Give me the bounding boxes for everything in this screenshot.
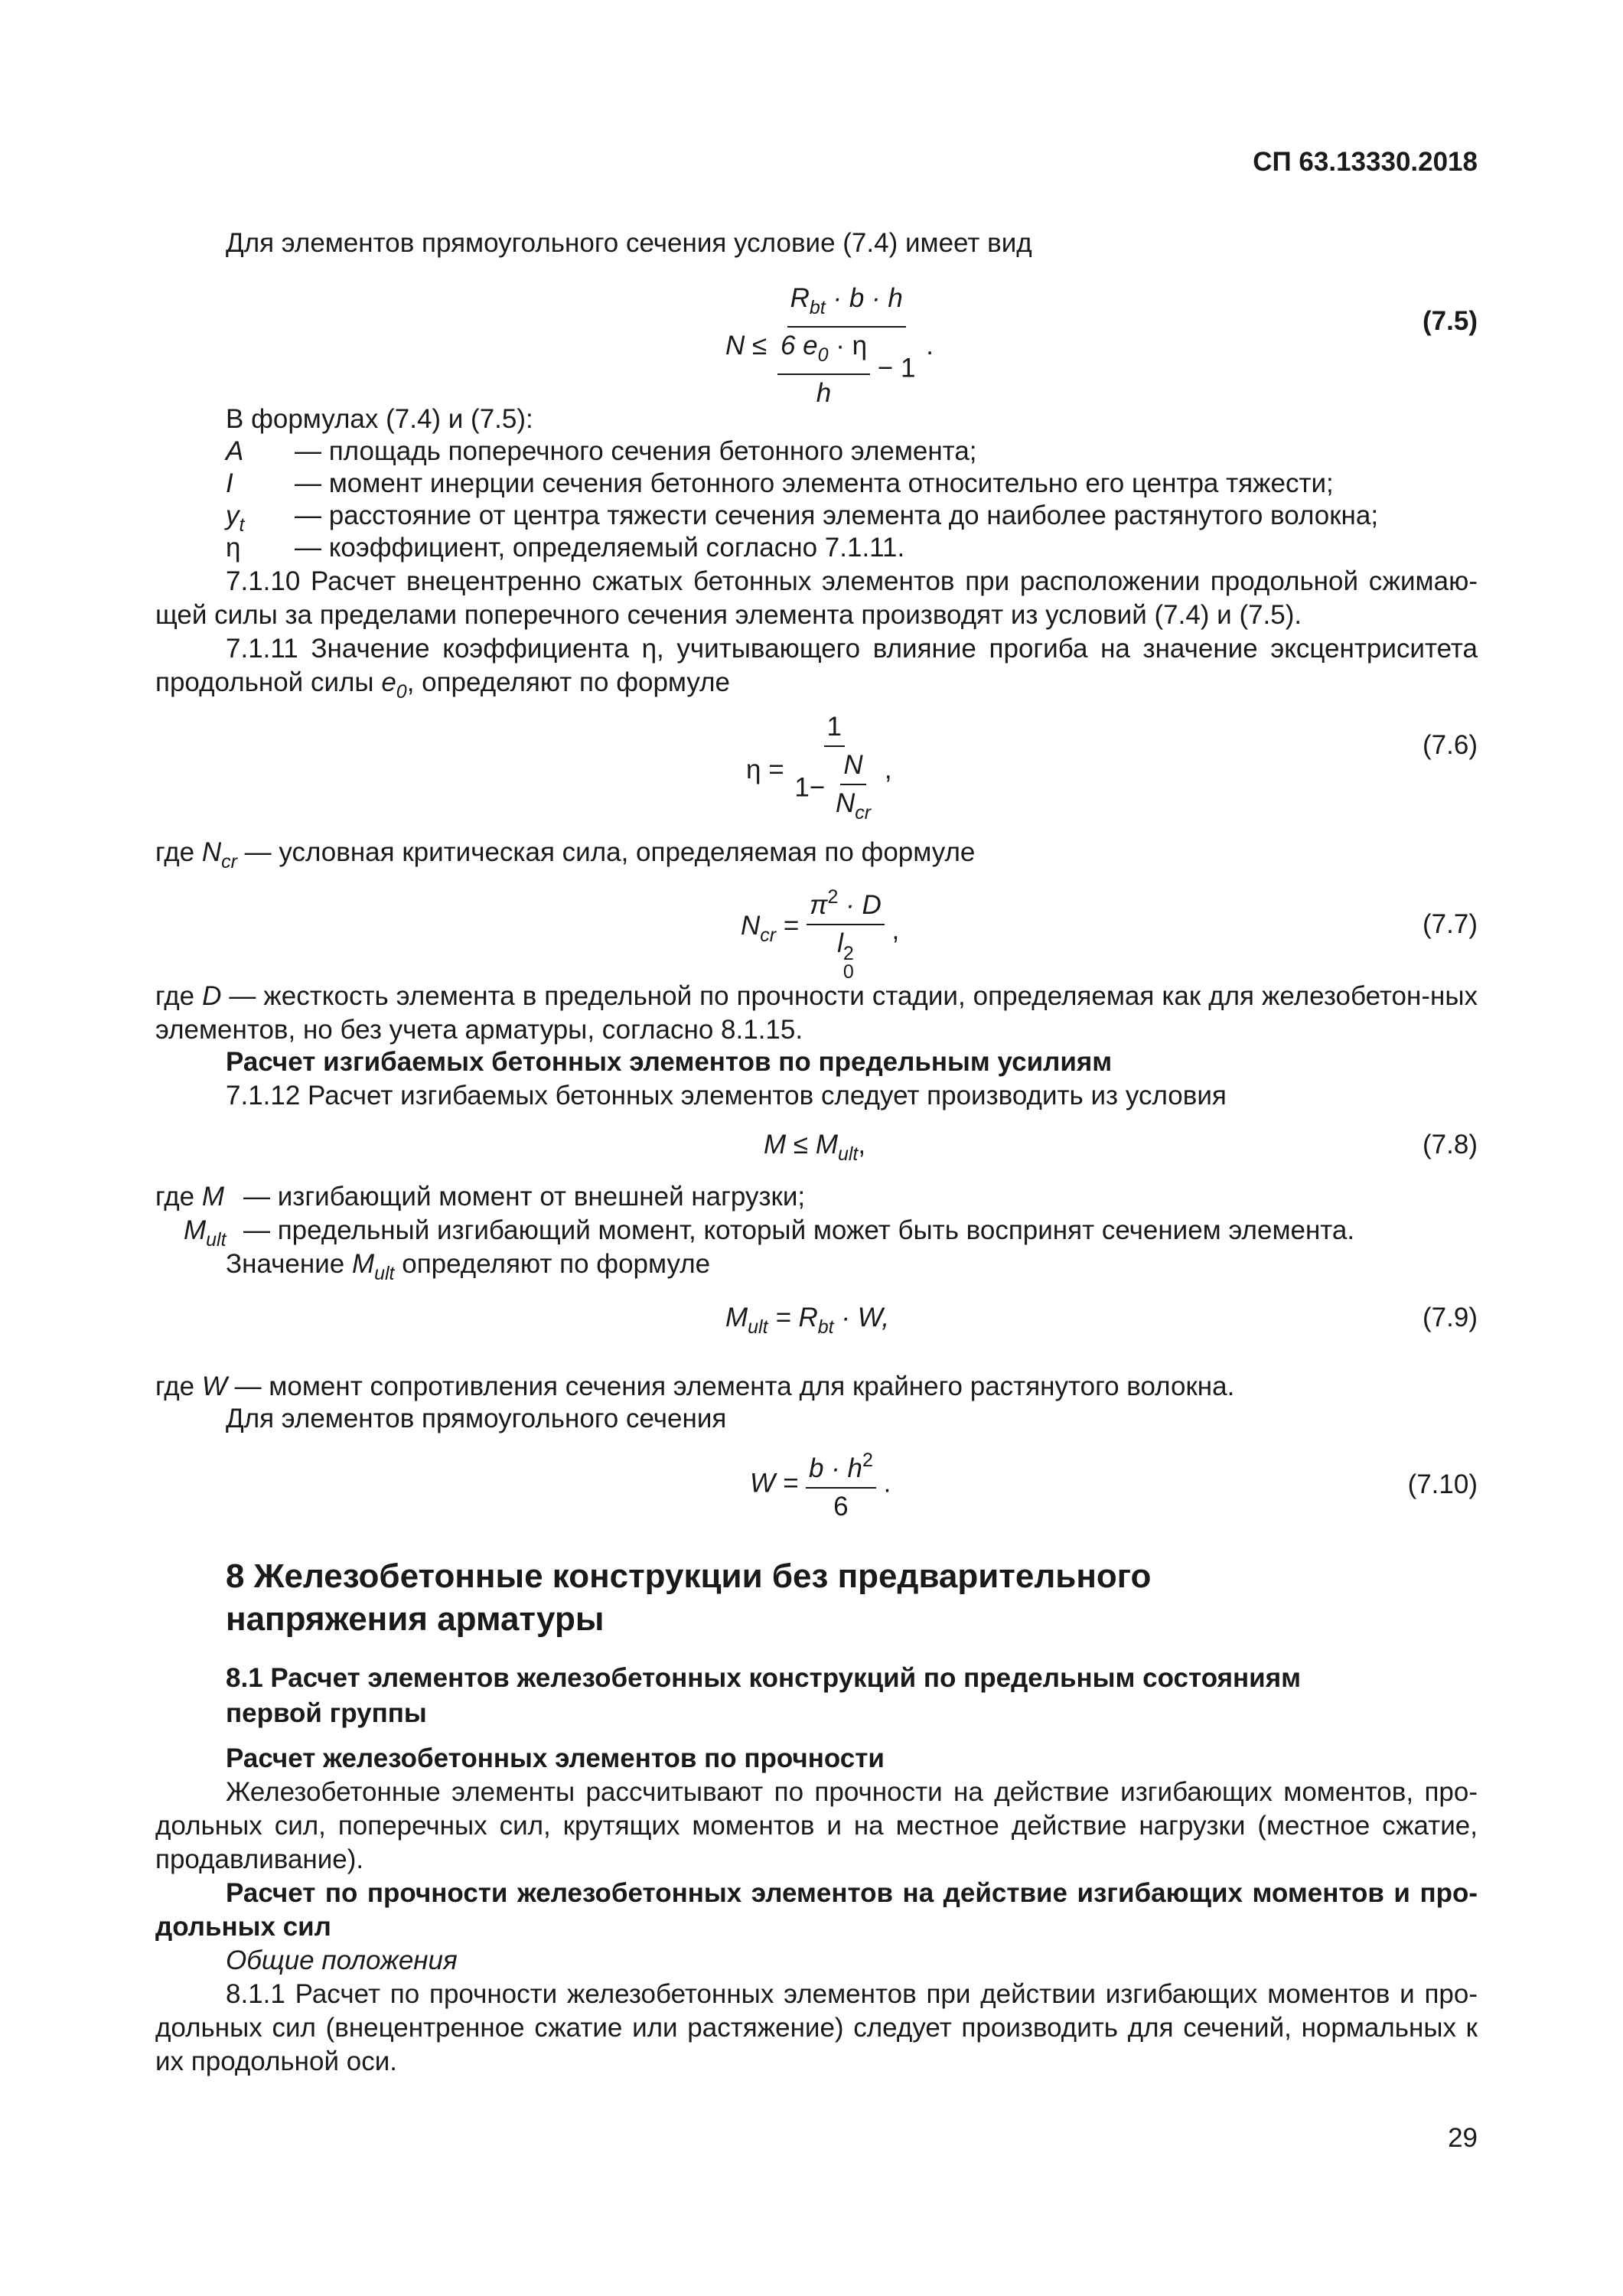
eq76-fraction: 1 1− $\frac{N}{N_{cr}}$	[794, 712, 872, 823]
paragraph-in-formulas: В формулах (7.4) и (7.5):	[226, 404, 533, 434]
equation-number-7-9: (7.9)	[1423, 1303, 1478, 1332]
heading-bending-elements: Расчет изгибаемых бетонных элементов по предельным усилиям	[226, 1047, 1113, 1077]
document-code-header: СП 63.13330.2018	[1253, 147, 1478, 177]
def-item: $y_t$	[226, 501, 245, 536]
def-item: I	[226, 468, 233, 498]
heading-strength: Расчет железобетонных элементов по прочности	[226, 1743, 885, 1773]
def-m: где M	[155, 1182, 224, 1212]
paragraph-w-definition: где W — момент сопротивления сечения элемента для крайнего растянутого волокна.	[155, 1371, 1235, 1401]
paragraph-7-1-10: 7.1.10 Расчет внецентренно сжатых бетонных элементов при расположении продольной сжимаю-щей силы за пределами поперечного сечения элемента производят из условий (7.4) и (7.5).	[155, 566, 1478, 630]
paragraph-strength: Железобетонные элементы рассчитывают по прочности на действие изгибающих моментов, про-дольных сил, поперечных сил, крутящих моментов и на местное действие нагрузки (местное сжатие, продавливание).	[155, 1777, 1478, 1874]
subsection-8-1-heading: 8.1 Расчет элементов железобетонных конструкций по предельным состояниям первой группы	[226, 1663, 1302, 1728]
equation-7-9: $M_{ult} = R_{bt} \cdot W$,	[725, 1303, 890, 1338]
equation-7-5: N ≤ $R_{bt} \cdot b \cdot h$ $\frac{6 e_0 \cdot \eta}{h}$ − 1 .	[725, 282, 934, 410]
def-item: A	[226, 436, 244, 466]
page-number: 29	[1448, 2123, 1478, 2153]
equation-number-7-6: (7.6)	[1423, 730, 1478, 760]
equation-7-8: $M \le M_{ult}$,	[764, 1130, 866, 1165]
def-mult-text: — предельный изгибающий момент, который может быть воспринят сечением элемента.	[243, 1215, 1355, 1245]
paragraph-rectangular-section: Для элементов прямоугольного сечения	[226, 1404, 727, 1433]
def-text: — коэффициент, определяемый согласно 7.1.11.	[295, 533, 905, 563]
paragraph-d-definition: где D — жесткость элемента в предельной по прочности стадии, определяемая как для железобетон-ных элементов, но без учета арматуры, согласно 8.1.15.	[155, 981, 1478, 1045]
def-text: — момент инерции сечения бетонного элемента относительно его центра тяжести;	[295, 468, 1334, 498]
section-8-heading: 8 Железобетонные конструкции без предварительного напряжения арматуры	[226, 1557, 1152, 1638]
heading-moments-and-forces: Расчет по прочности железобетонных элементов на действие изгибающих моментов и про-дольных сил	[155, 1878, 1478, 1942]
equation-7-7: $N_{cr}$ = $\pi^2 \cdot D$ l 2 0 ,	[741, 880, 899, 981]
eq77-fraction: $\pi^2 \cdot D$ l 2 0	[807, 880, 885, 981]
def-item: η	[226, 533, 241, 563]
def-text: — площадь поперечного сечения бетонного элемента;	[295, 436, 977, 466]
paragraph-7-1-12: 7.1.12 Расчет изгибаемых бетонных элементов следует производить из условия	[226, 1081, 1227, 1110]
equation-7-10: W = $\frac{b \cdot h^2}{6}$ .	[750, 1443, 891, 1524]
paragraph-8-1-1: 8.1.1 Расчет по прочности железобетонных элементов при действии изгибающих моментов и про-дольных сил (внецентренное сжатие или растяжение) следует производить для сечений, нормальных к их продольной оси.	[155, 1979, 1478, 2076]
paragraph-rect-condition: Для элементов прямоугольного сечения условие (7.4) имеет вид	[226, 228, 1032, 258]
equation-number-7-10: (7.10)	[1407, 1469, 1478, 1499]
heading-general-provisions: Общие положения	[226, 1945, 458, 1975]
equation-number-7-5: (7.5)	[1423, 306, 1478, 336]
equation-number-7-7: (7.7)	[1423, 909, 1478, 939]
def-text: — расстояние от центра тяжести сечения элемента до наиболее растянутого волокна;	[295, 501, 1379, 530]
eq710-fraction: $\frac{b \cdot h^2}{6}$	[806, 1443, 876, 1524]
paragraph-mult: Значение $M_{ult}$ определяют по формуле	[226, 1249, 711, 1284]
paragraph-ncr: где $N_{cr}$ — условная критическая сила, определяемая по формуле	[155, 837, 976, 872]
eq75-fraction	[774, 282, 919, 410]
def-m-text: — изгибающий момент от внешней нагрузки;	[243, 1182, 806, 1212]
equation-number-7-8: (7.8)	[1423, 1130, 1478, 1159]
def-mult: $M_{ult}$	[184, 1215, 227, 1251]
equation-7-6: η = 1 1− $\frac{N}{N_{cr}}$ ,	[746, 710, 892, 830]
eq75-numerator: $R_{bt} \cdot b \cdot h$	[787, 282, 906, 328]
paragraph-7-1-11: 7.1.11 Значение коэффициента η, учитывающего влияние прогиба на значение эксцентриситета продольной силы $e_0$, определяют по формуле	[155, 634, 1478, 703]
eq75-denominator: $\frac{6 e_0 \cdot \eta}{h}$ − 1	[774, 328, 919, 410]
eq75-lhs: N ≤	[725, 331, 768, 360]
